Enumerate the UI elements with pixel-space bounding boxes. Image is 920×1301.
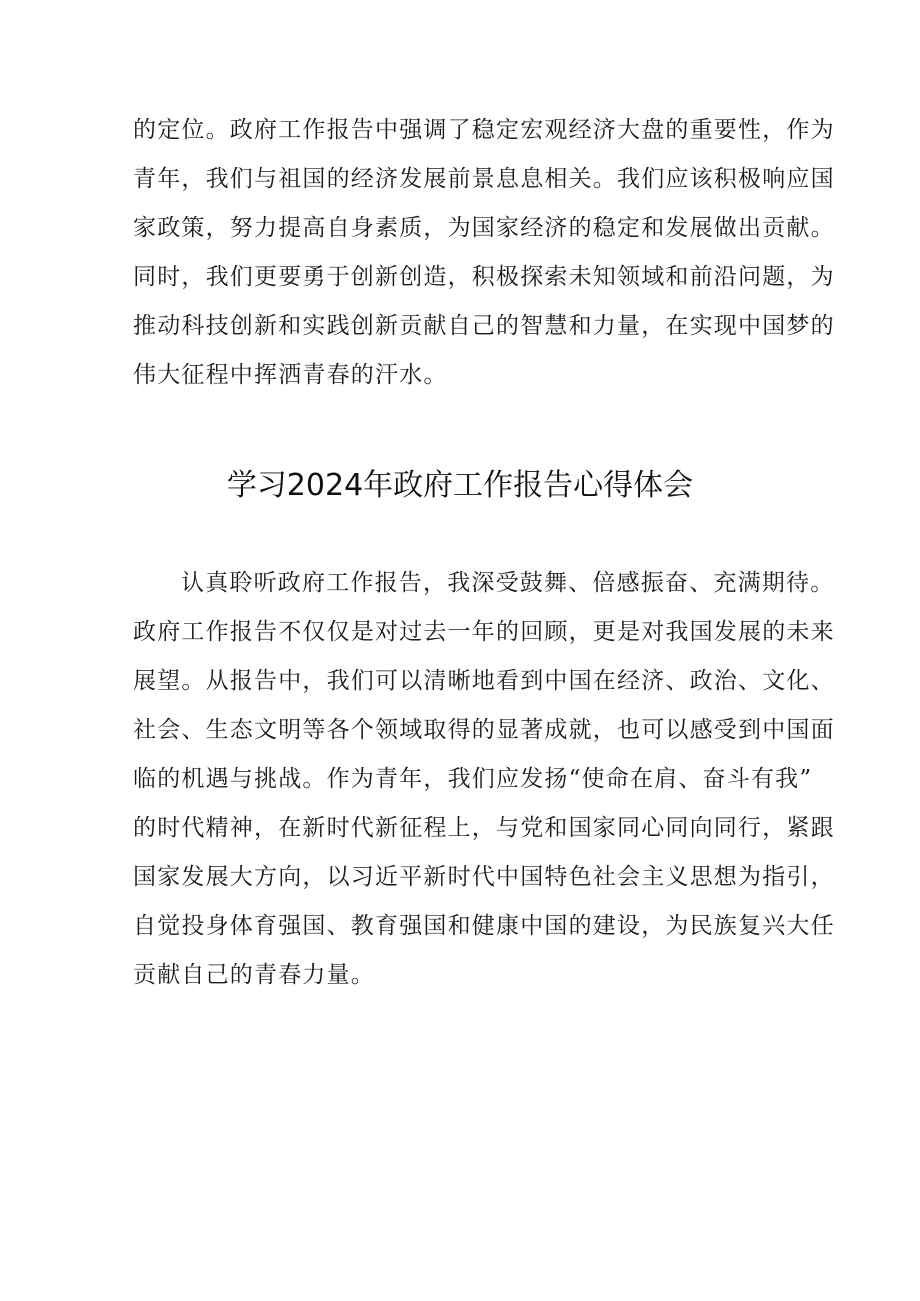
paragraph-line: 家政策，努力提高自身素质，为国家经济的稳定和发展做出贡献。: [133, 215, 835, 241]
main-paragraph: [133, 559, 835, 1000]
paragraph-line: 展望。从报告中，我们可以清晰地看到中国在经济、政治、文化、: [133, 668, 835, 694]
paragraph-line: 的定位。政府工作报告中强调了稳定宏观经济大盘的重要性，作为: [133, 117, 835, 143]
paragraph-line: 认真聆听政府工作报告，我深受鼓舞、倍感振奋、充满期待。: [181, 570, 835, 596]
paragraph-line: 伟大征程中挥洒青春的汗水。: [133, 362, 448, 388]
paragraph-line: 贡献自己的青春力量。: [133, 962, 375, 988]
paragraph-line: 政府工作报告不仅仅是对过去一年的回顾，更是对我国发展的未来: [133, 619, 835, 645]
paragraph-line: 推动科技创新和实践创新贡献自己的智慧和力量，在实现中国梦的: [133, 313, 835, 339]
paragraph-line: 自觉投身体育强国、教育强国和健康中国的建设，为民族复兴大任: [133, 913, 835, 939]
paragraph-line: 同时，我们更要勇于创新创造，积极探索未知领域和前沿问题，为: [133, 264, 835, 290]
paragraph-line: 的时代精神，在新时代新征程上，与党和国家同心同向同行，紧跟: [133, 815, 835, 841]
continued-paragraph: [133, 106, 835, 400]
paragraph-line: 社会、生态文明等各个领域取得的显著成就，也可以感受到中国面: [133, 717, 835, 743]
paragraph-line: 青年，我们与祖国的经济发展前景息息相关。我们应该积极响应国: [133, 166, 835, 192]
paragraph-line: 国家发展大方向，以习近平新时代中国特色社会主义思想为指引，: [133, 864, 835, 890]
paragraph-line: 临的机遇与挑战。作为青年，我们应发扬“使命在肩、奋斗有我”: [133, 766, 813, 792]
section-title: 学习2024年政府工作报告心得体会: [226, 468, 694, 503]
